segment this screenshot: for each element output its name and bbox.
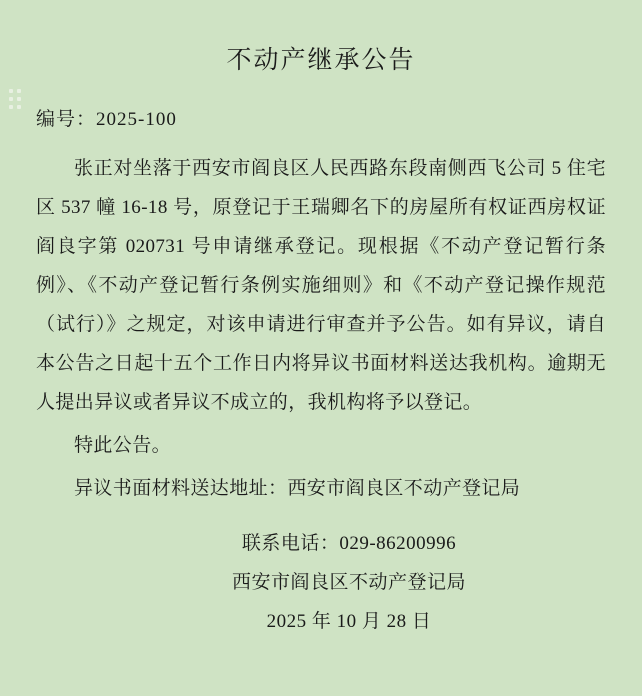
document-number: 编号：2025-100 [36, 109, 177, 130]
contact-phone: 联系电话：029-86200996 [241, 533, 457, 554]
page-title: 不动产继承公告 [226, 47, 416, 74]
drag-handle-dot [9, 97, 13, 101]
body-paragraph-2: 特此公告。 [74, 435, 172, 456]
drag-handle-dot [9, 105, 13, 109]
drag-handle-dot [9, 89, 13, 93]
issuing-organization: 西安市阎良区不动产登记局 [231, 572, 466, 593]
drag-handle-dot [17, 89, 21, 93]
signature-block [0, 524, 642, 641]
drag-handle-icon[interactable] [8, 88, 22, 110]
issue-date: 2025 年 10 月 28 日 [266, 611, 432, 632]
body-paragraph-3: 异议书面材料送达地址：西安市阎良区不动产登记局 [74, 478, 521, 499]
document-body [36, 149, 606, 508]
drag-handle-dot [17, 97, 21, 101]
body-paragraph-1: 张正对坐落于西安市阎良区人民西路东段南侧西飞公司 5 住宅区 537 幢 16-18 号，原登记于王瑞卿名下的房屋所有权证西房权证阎良字第 020731 号申请继承登记。现根据《不动产登记暂行条例》、《不动产登记暂行条例实施细则》和《不动产登记操作规范（试行）》之规定，对该申请进行审查并予公告。如有异议，请自本公告之日起十五个工作日内将异议书面材料送达我机构。逾期无人提出异议或者异议不成立的，我机构将予以登记。 [36, 158, 606, 413]
drag-handle-dot [17, 105, 21, 109]
